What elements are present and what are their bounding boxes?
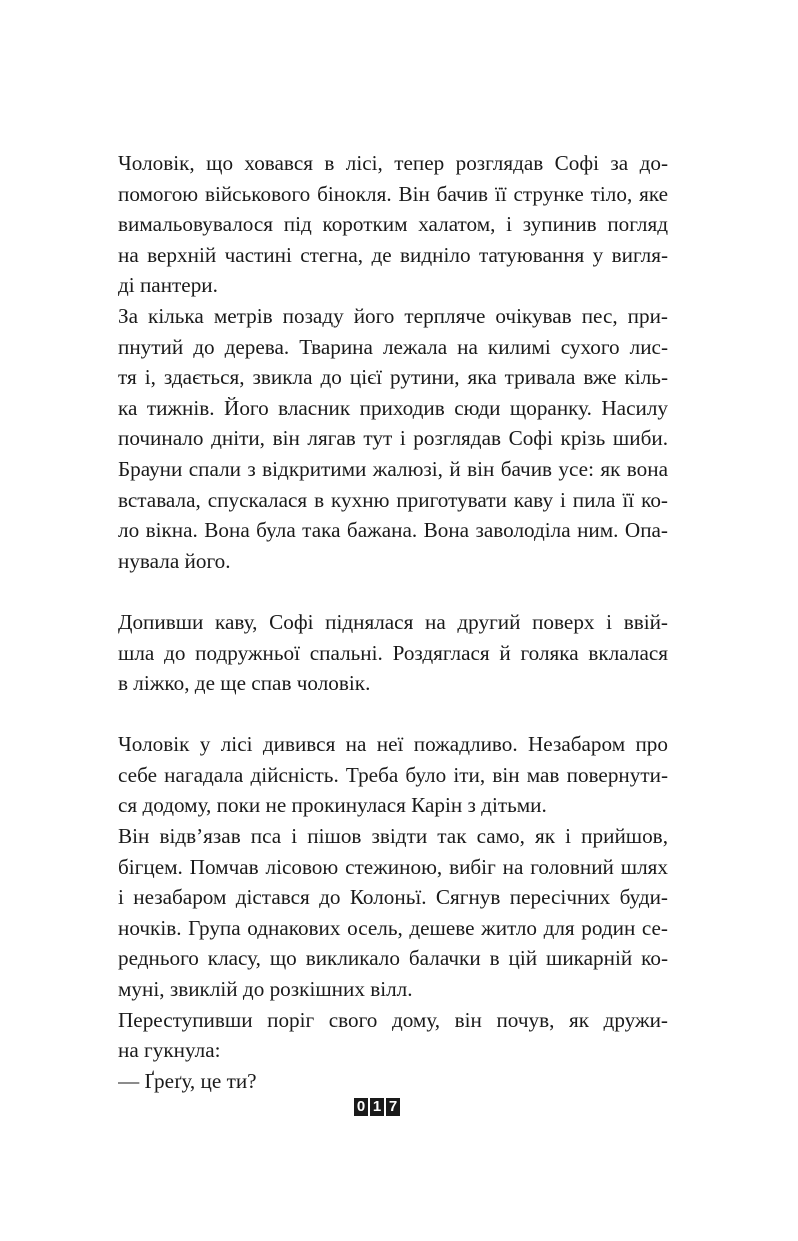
page-number-digit: 0 [354, 1098, 368, 1116]
text-line: вставала, спускалася в кухню приготувати каву і пила її ко- [118, 487, 668, 512]
text-line: пнутий до дерева. Тварина лежала на килимі сухого лис- [118, 334, 668, 359]
page-number-digit: 1 [370, 1098, 384, 1116]
paragraph-2 [118, 301, 668, 576]
text-line: на верхній частині стегна, де видніло татуювання у вигля- [118, 242, 668, 267]
text-line: і незабаром дістався до Колоньї. Сягнув пересічних буди- [118, 885, 668, 910]
text-line: починало дніти, він лягав тут і розглядав Софі крізь шиби. [118, 426, 668, 451]
text-line: За кілька метрів позаду його терпляче очікував пес, при- [118, 303, 668, 328]
text-line: нувала його. [118, 548, 231, 573]
text-line: реднього класу, що викликало балачки в цій шикарній ко- [118, 946, 668, 971]
text-line: Він відв’язав пса і пішов звідти так само, як і прийшов, [118, 824, 668, 849]
text-line: Допивши каву, Софі піднялася на другий поверх і ввій- [118, 609, 668, 634]
paragraph-4 [118, 729, 668, 821]
text-line: Чоловік у лісі дивився на неї пожадливо. Незабаром про [118, 732, 668, 757]
text-line: Брауни спали з відкритими жалюзі, й він бачив усе: як вона [118, 456, 668, 481]
text-line: Чоловік, що ховався в лісі, тепер розглядав Софі за до- [118, 151, 668, 175]
page-number-digit: 7 [386, 1098, 400, 1116]
text-line: Переступивши поріг свого дому, він почув, як дружи- [118, 1007, 668, 1032]
text-line: ло вікна. Вона була така бажана. Вона заволоділа ним. Опа- [118, 518, 668, 543]
text-line: на гукнула: [118, 1038, 221, 1063]
text-line: вимальовувалося під коротким халатом, і зупинив погляд [118, 212, 668, 237]
paragraph-6 [118, 1005, 668, 1066]
body-text [118, 148, 668, 1096]
text-line: помогою військового бінокля. Він бачив її струнке тіло, яке [118, 181, 668, 206]
text-line: муні, звиклій до розкішних вілл. [118, 977, 413, 1002]
paragraph-7 [118, 1066, 668, 1097]
paragraph-5 [118, 821, 668, 1005]
text-line: ка тижнів. Його власник приходив сюди щоранку. Насилу [118, 395, 668, 420]
text-line: шла до подружньої спальні. Роздяглася й голяка вклалася [118, 640, 668, 665]
text-line: тя і, здається, звикла до цієї рутини, яка тривала вже кіль- [118, 365, 668, 390]
page-number [354, 1098, 400, 1116]
text-line: ся додому, поки не прокинулася Карін з дітьми. [118, 793, 547, 818]
text-line: ді пантери. [118, 273, 218, 298]
paragraph-3 [118, 607, 668, 699]
paragraph-1 [118, 148, 668, 301]
text-line: ночків. Група однакових осель, дешеве житло для родин се- [118, 915, 668, 940]
text-line: себе нагадала дійсність. Треба було іти, він мав повернути- [118, 762, 668, 787]
text-line: — Ґреґу, це ти? [118, 1068, 257, 1093]
text-line: бігцем. Помчав лісовою стежиною, вибіг на головний шлях [118, 854, 668, 879]
text-line: в ліжко, де ще спав чоловік. [118, 671, 371, 696]
